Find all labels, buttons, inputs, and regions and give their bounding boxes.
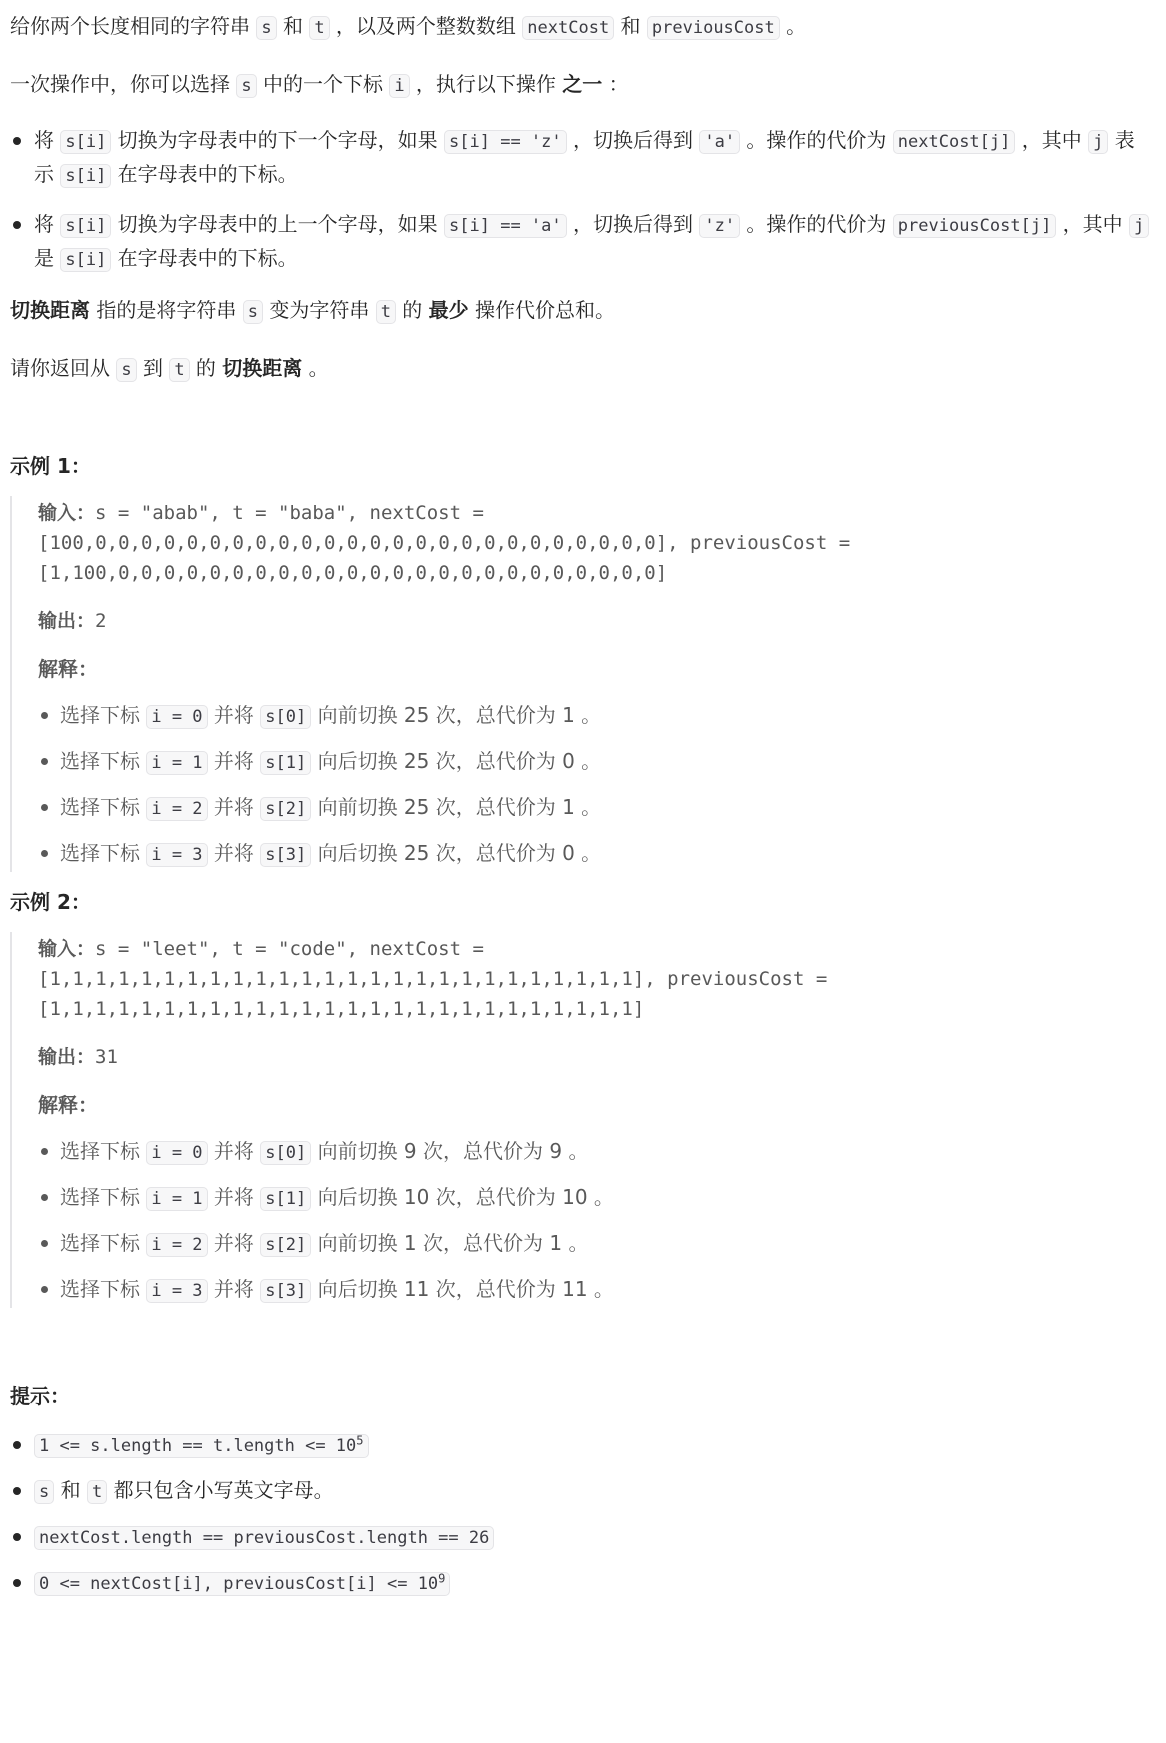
inline-code: s xyxy=(236,74,256,98)
text: 并将 xyxy=(207,795,261,819)
text: ，切换后得到 xyxy=(566,212,700,236)
text: 中的一个下标 xyxy=(256,72,390,96)
inline-code: s xyxy=(34,1480,54,1504)
list-item xyxy=(10,1520,1154,1554)
list-item xyxy=(38,746,1154,778)
explanation-list xyxy=(38,700,1154,870)
text: 。操作的代价为 xyxy=(740,212,893,236)
text: 在字母表中的下标。 xyxy=(111,246,298,270)
inline-code: i = 1 xyxy=(146,1187,207,1211)
list-item xyxy=(38,1274,1154,1306)
list-item xyxy=(38,838,1154,870)
inline-code: previousCost xyxy=(647,16,780,40)
text: 并将 xyxy=(207,703,261,727)
output-label: 输出： xyxy=(38,1046,96,1068)
text: ： xyxy=(602,72,629,96)
list-item xyxy=(10,208,1154,276)
text: 0 <= nextCost[i], previousCost[i] <= 10 xyxy=(39,1574,439,1594)
inline-code: i = 3 xyxy=(146,1279,207,1303)
inline-code: s xyxy=(243,300,263,324)
text: 选择下标 xyxy=(60,1277,147,1301)
superscript: 5 xyxy=(356,1433,364,1448)
text: 向前切换 9 次，总代价为 9 。 xyxy=(311,1139,589,1163)
text: 。 xyxy=(302,356,329,380)
inline-code: s[i] == 'a' xyxy=(444,214,567,238)
bold-text: 切换距离 xyxy=(222,356,303,380)
inline-code: s[1] xyxy=(260,1187,311,1211)
text: ，其中 xyxy=(1056,212,1130,236)
text: 和 xyxy=(614,14,647,38)
inline-code: s[2] xyxy=(260,797,311,821)
example-output xyxy=(38,1042,1154,1072)
inline-code: j xyxy=(1088,130,1108,154)
text: 选择下标 xyxy=(60,1185,147,1209)
text: 切换为字母表中的上一个字母，如果 xyxy=(111,212,445,236)
inline-code: nextCost[j] xyxy=(893,130,1016,154)
text: 表示 xyxy=(34,128,1135,186)
text: 并将 xyxy=(207,1185,261,1209)
example-output xyxy=(38,606,1154,636)
inline-code: 'a' xyxy=(699,130,740,154)
constraints-list xyxy=(10,1428,1154,1600)
list-item xyxy=(38,1182,1154,1214)
inline-code: t xyxy=(376,300,396,324)
text: 将 xyxy=(34,212,61,236)
bold-text: 最少 xyxy=(428,298,469,322)
text: 变为字符串 xyxy=(262,298,376,322)
text: 向后切换 25 次，总代价为 0 。 xyxy=(311,749,602,773)
superscript: 9 xyxy=(438,1571,446,1586)
inline-code: t xyxy=(309,16,329,40)
input-value: s = "abab", t = "baba", nextCost = [100,0,0,0,0,0,0,0,0,0,0,0,0,0,0,0,0,0,0,0,0,0,0,0,0,0], previousCost = [1,100,0,0,0,0,0,0,0,0,0,0,0,0,0,0,0,0,0,0,0,0,0,0,0,0] xyxy=(38,502,851,584)
inline-code: s[1] xyxy=(260,751,311,775)
example-2-title: 示例 2： xyxy=(10,890,91,914)
inline-code: s[i] xyxy=(60,214,111,238)
inline-code: t xyxy=(87,1480,107,1504)
example-1-title: 示例 1： xyxy=(10,454,91,478)
hints-title: 提示： xyxy=(10,1384,70,1408)
inline-code: s xyxy=(256,16,276,40)
text: 和 xyxy=(276,14,310,38)
bold-text: 切换距离 xyxy=(10,298,90,322)
text: 请你返回从 xyxy=(10,356,117,380)
explanation-label: 解释： xyxy=(38,1093,98,1117)
text: 选择下标 xyxy=(60,1139,147,1163)
inline-code: i = 3 xyxy=(146,843,207,867)
text: 的 xyxy=(189,356,223,380)
text: 选择下标 xyxy=(60,703,147,727)
example-2-block xyxy=(10,932,1154,1308)
text: 操作代价总和。 xyxy=(468,298,616,322)
inline-code: s xyxy=(116,358,136,382)
inline-code: i = 0 xyxy=(146,705,207,729)
inline-code: i = 2 xyxy=(146,797,207,821)
text: 并将 xyxy=(207,841,261,865)
inline-code: s[0] xyxy=(260,705,311,729)
inline-code: s[0] xyxy=(260,1141,311,1165)
inline-code xyxy=(34,1434,369,1458)
text: ，其中 xyxy=(1015,128,1089,152)
list-item xyxy=(38,700,1154,732)
text: 都只包含小写英文字母。 xyxy=(107,1478,334,1502)
output-value: 31 xyxy=(95,1046,118,1068)
inline-code: j xyxy=(1129,214,1149,238)
inline-code: nextCost.length == previousCost.length == 26 xyxy=(34,1526,494,1550)
inline-code: t xyxy=(169,358,189,382)
input-label: 输入： xyxy=(38,938,96,960)
inline-code: nextCost xyxy=(522,16,614,40)
text: 。 xyxy=(779,14,807,38)
explanation-label: 解释： xyxy=(38,657,98,681)
text: 向后切换 10 次，总代价为 10 。 xyxy=(311,1185,614,1209)
text: ，以及两个整数数组 xyxy=(329,14,523,38)
list-item xyxy=(10,1474,1154,1508)
text: 在字母表中的下标。 xyxy=(111,162,298,186)
text: 是 xyxy=(34,246,61,270)
text: 将 xyxy=(34,128,61,152)
text: 并将 xyxy=(207,1277,261,1301)
list-item xyxy=(10,124,1154,192)
example-input xyxy=(38,934,1154,1024)
text: 的 xyxy=(395,298,429,322)
inline-code: previousCost[j] xyxy=(893,214,1057,238)
example-input xyxy=(38,498,1154,588)
intro-paragraph-4 xyxy=(10,350,1154,388)
text: 。操作的代价为 xyxy=(740,128,893,152)
text: 向后切换 11 次，总代价为 11 。 xyxy=(311,1277,614,1301)
text: 到 xyxy=(136,356,170,380)
output-value: 2 xyxy=(95,610,107,632)
inline-code: i = 1 xyxy=(146,751,207,775)
inline-code: s[i] xyxy=(60,164,111,188)
inline-code: 'z' xyxy=(699,214,740,238)
text: 选择下标 xyxy=(60,749,147,773)
text: 选择下标 xyxy=(60,841,147,865)
inline-code: s[i] xyxy=(60,248,111,272)
inline-code: s[i] == 'z' xyxy=(444,130,567,154)
inline-code: s[3] xyxy=(260,843,311,867)
text: 并将 xyxy=(207,1231,261,1255)
inline-code: s[2] xyxy=(260,1233,311,1257)
text: 和 xyxy=(54,1478,87,1502)
inline-code: i = 0 xyxy=(146,1141,207,1165)
text: 1 <= s.length == t.length <= 10 xyxy=(39,1436,357,1456)
inline-code: s[i] xyxy=(60,130,111,154)
operation-list xyxy=(10,124,1154,276)
text: 选择下标 xyxy=(60,1231,147,1255)
text: 一次操作中，你可以选择 xyxy=(10,72,237,96)
intro-paragraph-3 xyxy=(10,292,1154,330)
inline-code: i xyxy=(389,74,409,98)
list-item xyxy=(38,792,1154,824)
input-value: s = "leet", t = "code", nextCost = [1,1,1,1,1,1,1,1,1,1,1,1,1,1,1,1,1,1,1,1,1,1,1,1,1,1], previousCost = [1,1,1,1,1,1,1,1,1,1,1,1,1,1,1,1,1,1,1,1,1,1,1,1,1,1] xyxy=(38,938,828,1020)
text: 向后切换 25 次，总代价为 0 。 xyxy=(311,841,602,865)
text: 并将 xyxy=(207,1139,261,1163)
intro-paragraph-2 xyxy=(10,66,1154,104)
input-label: 输入： xyxy=(38,502,96,524)
intro-paragraph-1 xyxy=(10,8,1154,46)
text: ，执行以下操作 xyxy=(409,72,563,96)
text: 向前切换 25 次，总代价为 1 。 xyxy=(311,703,602,727)
list-item xyxy=(38,1136,1154,1168)
text: 并将 xyxy=(207,749,261,773)
text: 切换为字母表中的下一个字母，如果 xyxy=(111,128,445,152)
inline-code xyxy=(34,1572,450,1596)
text: ，切换后得到 xyxy=(566,128,700,152)
inline-code: i = 2 xyxy=(146,1233,207,1257)
explanation-list xyxy=(38,1136,1154,1306)
inline-code: s[3] xyxy=(260,1279,311,1303)
example-1-block xyxy=(10,496,1154,872)
list-item xyxy=(38,1228,1154,1260)
text: 选择下标 xyxy=(60,795,147,819)
list-item xyxy=(10,1566,1154,1600)
text: 给你两个长度相同的字符串 xyxy=(10,14,257,38)
output-label: 输出： xyxy=(38,610,96,632)
text: 向前切换 25 次，总代价为 1 。 xyxy=(311,795,602,819)
text: 向前切换 1 次，总代价为 1 。 xyxy=(311,1231,589,1255)
text: 指的是将字符串 xyxy=(90,298,243,322)
bold-text: 之一 xyxy=(562,72,603,96)
list-item xyxy=(10,1428,1154,1462)
